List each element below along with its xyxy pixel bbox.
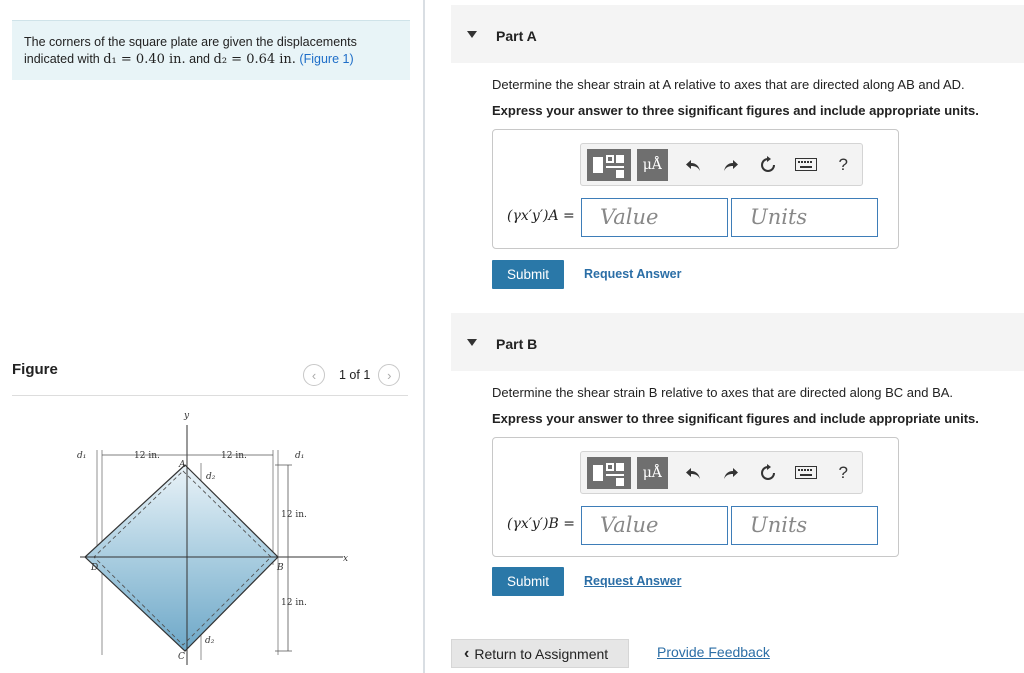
redo-icon[interactable]: [712, 457, 750, 489]
dim-right: 12 in.: [221, 451, 247, 461]
part-a-submit-button[interactable]: Submit: [492, 260, 564, 289]
part-a-request-answer[interactable]: Request Answer: [584, 267, 682, 281]
provide-feedback-link[interactable]: Provide Feedback: [657, 644, 770, 660]
part-b-answer-box: [492, 437, 899, 557]
templates-icon[interactable]: [587, 149, 631, 181]
label-x: x: [343, 554, 349, 564]
help-icon[interactable]: ?: [838, 462, 848, 482]
part-b-instruction: Express your answer to three significant figures and include appropriate units.: [492, 411, 979, 426]
part-b-units-input[interactable]: Units: [731, 506, 878, 545]
square-plate: [85, 465, 278, 651]
label-d2-bottom: d₂: [205, 636, 215, 646]
part-b-question: Determine the shear strain B relative to axes that are directed along BC and BA.: [492, 385, 954, 400]
chevron-right-icon: ›: [387, 367, 392, 383]
figure-count: 1 of 1: [339, 368, 371, 382]
part-a-toolbar: [580, 143, 863, 186]
label-D: D: [91, 563, 99, 573]
keyboard-icon[interactable]: [787, 457, 825, 489]
dim-lower: 12 in.: [281, 598, 307, 608]
part-a-units-input[interactable]: Units: [731, 198, 878, 237]
prev-figure-button[interactable]: [303, 364, 325, 386]
figure-pager: [303, 364, 400, 386]
keyboard-icon[interactable]: [787, 149, 825, 181]
label-B: B: [277, 563, 284, 573]
label-d1-right: d₁: [295, 451, 305, 461]
label-A: A: [179, 460, 186, 470]
collapse-triangle-icon: [467, 31, 477, 38]
figure-link[interactable]: Figure 1: [303, 52, 350, 66]
label-y: y: [184, 411, 190, 421]
label-d2-top: d₂: [206, 472, 216, 482]
part-a-value-input[interactable]: Value: [581, 198, 728, 237]
figure-heading: Figure: [12, 361, 58, 378]
undo-icon[interactable]: [674, 149, 712, 181]
problem-and: and: [189, 52, 211, 66]
units-icon[interactable]: μÅ: [637, 149, 669, 181]
problem-panel: [0, 0, 423, 673]
part-b-submit-button[interactable]: Submit: [492, 567, 564, 596]
help-icon[interactable]: ?: [838, 154, 848, 174]
dim-upper: 12 in.: [281, 510, 307, 520]
part-b-header[interactable]: [451, 313, 1024, 371]
square-plate-figure: [60, 405, 380, 673]
problem-text: The corners of the square plate are given the displacements indicated with: [24, 35, 357, 66]
templates-icon[interactable]: [587, 457, 631, 489]
figure-link-open: (: [299, 52, 304, 66]
d2-value: d₂ = 0.64 in.: [213, 52, 296, 67]
part-a-answer-box: [492, 129, 899, 249]
label-C: C: [178, 652, 185, 662]
parts-panel: [449, 0, 1024, 673]
part-a-answer-label: (γx′y′)A =: [507, 208, 575, 224]
part-b-title: Part B: [496, 336, 538, 352]
collapse-triangle-icon: [467, 339, 477, 346]
chevron-left-icon: ‹: [464, 644, 470, 662]
return-label: Return to Assignment: [474, 645, 609, 662]
next-figure-button[interactable]: [378, 364, 400, 386]
part-a-title: Part A: [496, 28, 537, 44]
part-a-header[interactable]: [451, 5, 1024, 63]
figure-divider: [12, 395, 408, 396]
dim-left: 12 in.: [134, 451, 160, 461]
part-b-toolbar: [580, 451, 863, 494]
part-b-answer-label: (γx′y′)B =: [507, 516, 575, 532]
part-a-instruction: Express your answer to three significant figures and include appropriate units.: [492, 103, 979, 118]
panel-divider: [423, 0, 425, 673]
problem-statement: [12, 20, 410, 80]
part-a-question: Determine the shear strain at A relative to axes that are directed along AB and AD.: [492, 77, 965, 92]
chevron-left-icon: ‹: [311, 367, 317, 383]
reset-icon[interactable]: [749, 457, 787, 489]
return-to-assignment-button[interactable]: [451, 639, 629, 668]
figure-link-close: ): [349, 52, 354, 66]
d1-value: d₁ = 0.40 in.: [103, 52, 186, 67]
units-icon[interactable]: μÅ: [637, 457, 669, 489]
redo-icon[interactable]: [712, 149, 750, 181]
part-b-value-input[interactable]: Value: [581, 506, 728, 545]
part-b-request-answer[interactable]: Request Answer: [584, 574, 682, 588]
label-d1-left: d₁: [77, 451, 87, 461]
reset-icon[interactable]: [749, 149, 787, 181]
undo-icon[interactable]: [674, 457, 712, 489]
